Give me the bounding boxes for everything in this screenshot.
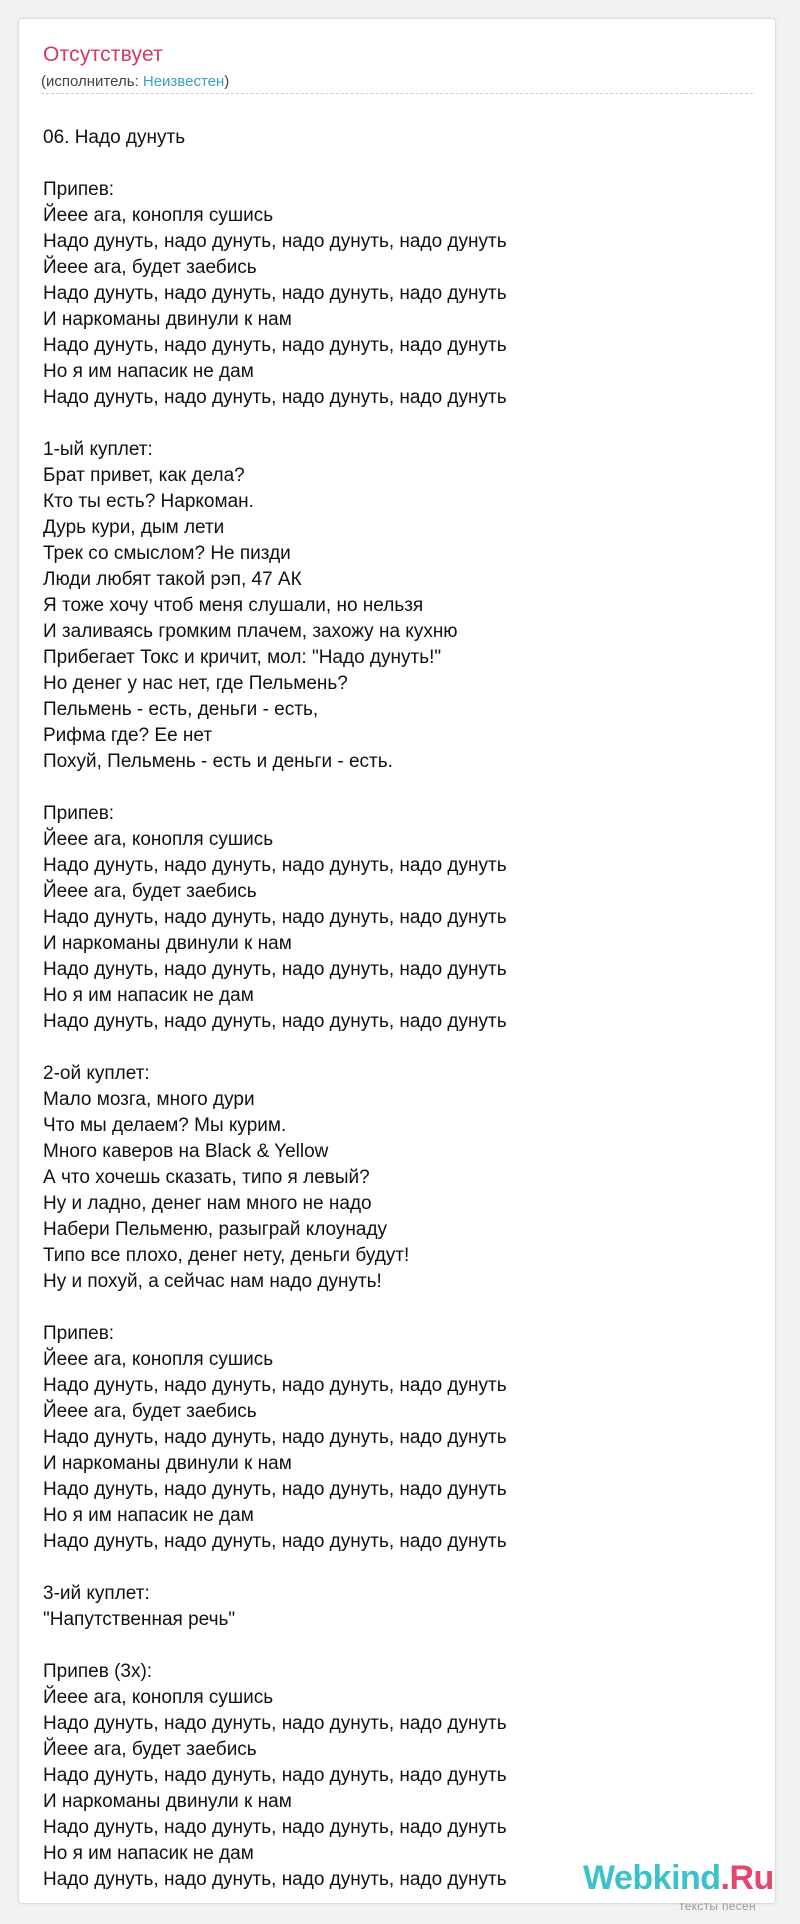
lyric-line: Надо дунуть, надо дунуть, надо дунуть, надо дунуть [43, 1011, 507, 1032]
lyric-line: Ну и ладно, денег нам много не надо [43, 1193, 372, 1214]
lyric-blank-line [43, 775, 743, 801]
logo-name: Webkind [583, 1859, 721, 1897]
lyric-blank-line [43, 1555, 743, 1581]
lyric-line: Трек со смыслом? Не пизди [43, 543, 291, 564]
song-title: Отсутствует [43, 43, 163, 66]
site-logo[interactable] [583, 1859, 783, 1913]
lyric-line: Прибегает Токс и кричит, мол: "Надо дунуть!" [43, 647, 442, 668]
lyric-line: Но я им напасик не дам [43, 1505, 254, 1526]
lyric-line: Надо дунуть, надо дунуть, надо дунуть, надо дунуть [43, 387, 507, 408]
lyric-line: А что хочешь сказать, типо я левый? [43, 1167, 370, 1188]
lyric-line: Припев: [43, 803, 115, 824]
lyric-line: Но я им напасик не дам [43, 361, 254, 382]
lyric-line: Надо дунуть, надо дунуть, надо дунуть, надо дунуть [43, 335, 507, 356]
artist-prefix: (исполнитель: [41, 73, 143, 90]
lyric-line: Типо все плохо, денег нету, деньги будут! [43, 1245, 410, 1266]
lyric-line: И наркоманы двинули к нам [43, 1791, 292, 1812]
lyric-line: Йеее ага, конопля сушись [43, 1349, 274, 1370]
lyric-line: И наркоманы двинули к нам [43, 309, 292, 330]
lyric-line: Надо дунуть, надо дунуть, надо дунуть, надо дунуть [43, 1375, 507, 1396]
header-divider [41, 93, 753, 94]
lyric-blank-line [43, 1295, 743, 1321]
lyric-line: И заливаясь громким плачем, захожу на кухню [43, 621, 458, 642]
lyric-blank-line [43, 1633, 743, 1659]
lyric-line: Надо дунуть, надо дунуть, надо дунуть, надо дунуть [43, 1479, 507, 1500]
lyric-line: Надо дунуть, надо дунуть, надо дунуть, надо дунуть [43, 1765, 507, 1786]
lyric-line: Но денег у нас нет, где Пельмень? [43, 673, 348, 694]
lyric-line: Йеее ага, будет заебись [43, 1739, 257, 1760]
lyric-line: Много каверов на Black & Yellow [43, 1141, 329, 1162]
lyric-line: 06. Надо дунуть [43, 127, 186, 148]
lyric-line: Я тоже хочу чтоб меня слушали, но нельзя [43, 595, 424, 616]
lyric-line: Надо дунуть, надо дунуть, надо дунуть, надо дунуть [43, 1713, 507, 1734]
lyric-line: 3-ий куплет: [43, 1583, 150, 1604]
lyric-line: Брат привет, как дела? [43, 465, 245, 486]
lyric-line: Надо дунуть, надо дунуть, надо дунуть, надо дунуть [43, 1817, 507, 1838]
lyric-line: 2-ой куплет: [43, 1063, 150, 1084]
lyric-line: Надо дунуть, надо дунуть, надо дунуть, надо дунуть [43, 907, 507, 928]
lyric-line: Что мы делаем? Мы курим. [43, 1115, 287, 1136]
lyric-line: И наркоманы двинули к нам [43, 933, 292, 954]
lyric-blank-line [43, 411, 743, 437]
lyric-line: Надо дунуть, надо дунуть, надо дунуть, надо дунуть [43, 1531, 507, 1552]
lyric-line: Но я им напасик не дам [43, 985, 254, 1006]
lyric-line: Припев: [43, 179, 115, 200]
lyric-line: 1-ый куплет: [43, 439, 153, 460]
lyric-line: Надо дунуть, надо дунуть, надо дунуть, надо дунуть [43, 1869, 507, 1890]
lyric-line: Рифма где? Ее нет [43, 725, 213, 746]
lyric-line: Йеее ага, конопля сушись [43, 829, 274, 850]
artist-suffix: ) [224, 73, 230, 90]
lyric-line: Йеее ага, конопля сушись [43, 1687, 274, 1708]
lyric-blank-line [43, 151, 743, 177]
lyric-line: Припев (3x): [43, 1661, 153, 1682]
logo-wordmark [583, 1859, 774, 1898]
lyric-line: Дурь кури, дым лети [43, 517, 225, 538]
lyric-line: "Напутственная речь" [43, 1609, 236, 1630]
lyric-line: Припев: [43, 1323, 115, 1344]
lyric-line: Йеее ага, будет заебись [43, 257, 257, 278]
lyrics-text [43, 125, 743, 1893]
lyrics-card [18, 18, 776, 1913]
artist-line [41, 73, 229, 90]
lyric-line: Йеее ага, конопля сушись [43, 205, 274, 226]
lyric-line: Кто ты есть? Наркоман. [43, 491, 254, 512]
lyric-line: Ну и похуй, а сейчас нам надо дунуть! [43, 1271, 382, 1292]
lyric-line: Надо дунуть, надо дунуть, надо дунуть, надо дунуть [43, 959, 507, 980]
lyric-line: Похуй, Пельмень - есть и деньги - есть. [43, 751, 393, 772]
lyric-line: Люди любят такой рэп, 47 АК [43, 569, 302, 590]
logo-tagline: тексты песен [679, 1899, 756, 1913]
lyric-line: Набери Пельменю, разыграй клоунаду [43, 1219, 388, 1240]
lyric-line: Надо дунуть, надо дунуть, надо дунуть, надо дунуть [43, 231, 507, 252]
lyric-blank-line [43, 1035, 743, 1061]
lyric-line: Пельмень - есть, деньги - есть, [43, 699, 319, 720]
lyric-line: Надо дунуть, надо дунуть, надо дунуть, надо дунуть [43, 283, 507, 304]
lyric-line: Мало мозга, много дури [43, 1089, 255, 1110]
lyric-line: И наркоманы двинули к нам [43, 1453, 292, 1474]
lyric-line: Но я им напасик не дам [43, 1843, 254, 1864]
lyric-line: Йеее ага, будет заебись [43, 1401, 257, 1422]
lyric-line: Йеее ага, будет заебись [43, 881, 257, 902]
lyric-line: Надо дунуть, надо дунуть, надо дунуть, надо дунуть [43, 855, 507, 876]
lyric-line: Надо дунуть, надо дунуть, надо дунуть, надо дунуть [43, 1427, 507, 1448]
artist-link[interactable]: Неизвестен [142, 73, 225, 90]
logo-suffix: .Ru [720, 1859, 774, 1897]
